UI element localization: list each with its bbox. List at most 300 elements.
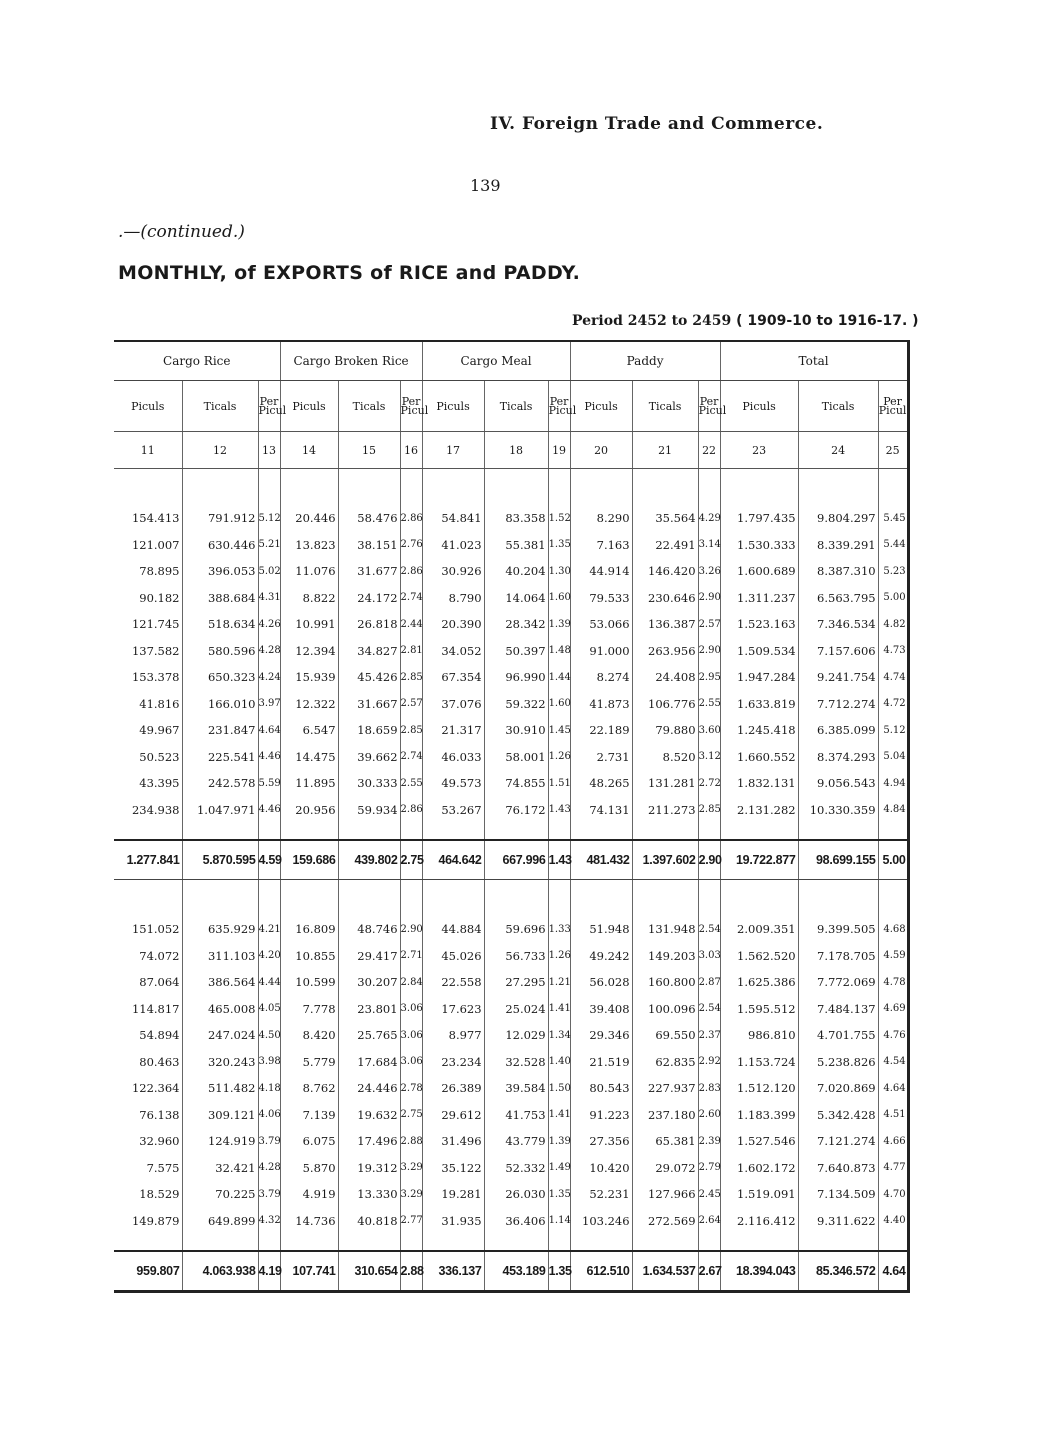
table-cell: 7.134.509 — [798, 1181, 878, 1208]
table-cell: 131.948 — [632, 916, 698, 943]
table-cell: 34.052 — [422, 638, 484, 665]
table-cell: 8.339.291 — [798, 532, 878, 559]
table-cell: 12.322 — [280, 691, 338, 718]
table-cell: 27.356 — [570, 1128, 632, 1155]
table-cell: 1.39 — [548, 611, 570, 638]
table-cell: 4.19 — [258, 1251, 280, 1292]
table-cell: 2.116.412 — [720, 1208, 798, 1235]
table-cell: 518.634 — [182, 611, 258, 638]
table-row — [114, 1075, 908, 1102]
table-cell: 121.745 — [131, 617, 180, 632]
table-cell: 9.804.297 — [798, 505, 878, 532]
table-cell: 1.519.091 — [720, 1181, 798, 1208]
table-cell: 55.381 — [484, 532, 548, 559]
table-cell: 41.816 — [139, 696, 180, 711]
table-cell: 4.64 — [878, 1075, 908, 1102]
table-cell: 14.736 — [280, 1208, 338, 1235]
table-cell: 80.463 — [139, 1054, 180, 1069]
table-cell: 106.776 — [632, 691, 698, 718]
table-cell: 21.519 — [570, 1049, 632, 1076]
table-row — [114, 532, 908, 559]
table-cell: 21.317 — [422, 717, 484, 744]
table-cell: 2.92 — [698, 1049, 720, 1076]
table-cell: 1.633.819 — [720, 691, 798, 718]
table-cell: 39.408 — [570, 996, 632, 1023]
continued-label: .—(continued.) — [118, 222, 245, 242]
column-number-row — [114, 432, 908, 469]
table-cell: 25.765 — [338, 1022, 400, 1049]
table-cell: 30.207 — [338, 969, 400, 996]
table-cell: 40.818 — [338, 1208, 400, 1235]
table-cell: 1.512.120 — [720, 1075, 798, 1102]
sub-header: Ticals — [798, 381, 878, 432]
table-cell: 59.696 — [484, 916, 548, 943]
table-cell: 85.346.572 — [798, 1251, 878, 1292]
table-row — [114, 1155, 908, 1182]
table-cell: 4.64 — [878, 1251, 908, 1292]
table-cell: 24.446 — [338, 1075, 400, 1102]
table-cell: 1.595.512 — [720, 996, 798, 1023]
table-cell: 1.530.333 — [720, 532, 798, 559]
table-cell: 4.82 — [878, 611, 908, 638]
table-cell: 1.832.131 — [720, 770, 798, 797]
table-cell: 9.311.622 — [798, 1208, 878, 1235]
table-cell: 74.855 — [484, 770, 548, 797]
table-cell: 2.54 — [698, 916, 720, 943]
table-cell: 32.421 — [182, 1155, 258, 1182]
table-cell: 1.35 — [548, 532, 570, 559]
table-cell: 90.182 — [139, 590, 180, 605]
sub-header: Piculs — [422, 381, 484, 432]
exports-table — [114, 340, 910, 1293]
table-cell: 2.78 — [400, 1075, 422, 1102]
table-cell: 2.72 — [698, 770, 720, 797]
table-cell: 49.573 — [422, 770, 484, 797]
table-cell: 2.85 — [400, 717, 422, 744]
table-cell: 2.85 — [400, 664, 422, 691]
group-header-row — [114, 341, 908, 381]
table-cell: 29.072 — [632, 1155, 698, 1182]
table-cell: 464.642 — [422, 840, 484, 880]
table-cell: 2.64 — [698, 1208, 720, 1235]
table-cell: 237.180 — [632, 1102, 698, 1129]
table-cell: 15.939 — [280, 664, 338, 691]
table-cell: 31.667 — [338, 691, 400, 718]
table-cell: 4.46 — [258, 744, 280, 771]
table-cell: 7.163 — [570, 532, 632, 559]
table-cell: 511.482 — [182, 1075, 258, 1102]
table-cell: 91.000 — [570, 638, 632, 665]
table-cell: 225.541 — [182, 744, 258, 771]
table-cell: 153.378 — [131, 670, 180, 685]
column-number: 21 — [632, 432, 698, 469]
table-cell: 959.807 — [114, 1251, 182, 1292]
table-cell: 49.242 — [570, 943, 632, 970]
table-cell: 7.139 — [280, 1102, 338, 1129]
table-cell: 2.88 — [400, 1251, 422, 1292]
table-cell: 8.520 — [632, 744, 698, 771]
table-cell: 26.030 — [484, 1181, 548, 1208]
table-cell: 17.496 — [338, 1128, 400, 1155]
table-cell: 124.919 — [182, 1128, 258, 1155]
table-cell: 1.183.399 — [720, 1102, 798, 1129]
table-cell: 8.387.310 — [798, 558, 878, 585]
table-cell: 7.772.069 — [798, 969, 878, 996]
table-cell: 2.79 — [698, 1155, 720, 1182]
table-cell: 19.722.877 — [720, 840, 798, 880]
table-cell: 4.32 — [258, 1208, 280, 1235]
table-cell: 2.84 — [400, 969, 422, 996]
column-number: 20 — [570, 432, 632, 469]
table-cell: 630.446 — [182, 532, 258, 559]
table-cell: 160.800 — [632, 969, 698, 996]
total-row — [114, 1251, 908, 1292]
table-cell: 230.646 — [632, 585, 698, 612]
table-cell: 58.476 — [338, 505, 400, 532]
table-cell: 8.290 — [570, 505, 632, 532]
table-cell: 2.45 — [698, 1181, 720, 1208]
table-cell: 1.947.284 — [720, 664, 798, 691]
table-cell: 2.74 — [400, 585, 422, 612]
table-cell: 35.564 — [632, 505, 698, 532]
period-years: ( 1909-10 to 1916-17. ) — [736, 313, 919, 329]
table-cell: 8.822 — [280, 585, 338, 612]
table-cell: 2.95 — [698, 664, 720, 691]
table-cell: 1.49 — [548, 1155, 570, 1182]
table-cell: 22.558 — [422, 969, 484, 996]
table-cell: 2.75 — [400, 840, 422, 880]
table-cell: 23.801 — [338, 996, 400, 1023]
table-cell: 2.88 — [400, 1128, 422, 1155]
table-cell: 4.31 — [258, 585, 280, 612]
sub-header: Per Picul — [878, 381, 908, 432]
group-header: Paddy — [570, 341, 720, 381]
table-cell: 32.528 — [484, 1049, 548, 1076]
table-cell: 146.420 — [632, 558, 698, 585]
total-row — [114, 840, 908, 880]
table-cell: 50.397 — [484, 638, 548, 665]
table-cell: 3.12 — [698, 744, 720, 771]
table-cell: 4.74 — [878, 664, 908, 691]
period-label — [572, 313, 919, 329]
table-cell: 136.387 — [632, 611, 698, 638]
table-cell: 5.02 — [258, 558, 280, 585]
table-cell: 1.397.602 — [632, 840, 698, 880]
table-cell: 7.178.705 — [798, 943, 878, 970]
table-cell: 234.938 — [131, 802, 180, 817]
table-cell: 2.131.282 — [720, 797, 798, 824]
table-body — [114, 469, 908, 1292]
table-cell: 52.231 — [570, 1181, 632, 1208]
table-cell: 4.28 — [258, 1155, 280, 1182]
table-cell: 2.76 — [400, 532, 422, 559]
table-cell: 4.59 — [258, 840, 280, 880]
table-cell: 1.41 — [548, 1102, 570, 1129]
table-cell: 1.60 — [548, 691, 570, 718]
table-cell: 1.797.435 — [720, 505, 798, 532]
sub-header: Piculs — [570, 381, 632, 432]
table-cell: 13.823 — [280, 532, 338, 559]
table-cell: 26.389 — [422, 1075, 484, 1102]
table-cell: 29.417 — [338, 943, 400, 970]
table-cell: 1.51 — [548, 770, 570, 797]
table-cell: 1.44 — [548, 664, 570, 691]
table-cell: 3.14 — [698, 532, 720, 559]
table-cell: 3.06 — [400, 996, 422, 1023]
table-cell: 26.818 — [338, 611, 400, 638]
table-cell: 6.075 — [280, 1128, 338, 1155]
group-header: Cargo Rice — [114, 341, 280, 381]
table-cell: 1.45 — [548, 717, 570, 744]
table-cell: 7.712.274 — [798, 691, 878, 718]
sub-header: Per Picul — [548, 381, 570, 432]
table-cell: 11.895 — [280, 770, 338, 797]
table-cell: 1.40 — [548, 1049, 570, 1076]
column-number: 23 — [720, 432, 798, 469]
table-cell: 4.59 — [878, 943, 908, 970]
table-cell: 12.394 — [280, 638, 338, 665]
table-cell: 396.053 — [182, 558, 258, 585]
table-cell: 4.68 — [878, 916, 908, 943]
table-cell: 107.741 — [280, 1251, 338, 1292]
table-cell: 6.547 — [280, 717, 338, 744]
table-cell: 2.90 — [698, 840, 720, 880]
column-number: 25 — [878, 432, 908, 469]
table-cell: 4.94 — [878, 770, 908, 797]
table-cell: 5.238.826 — [798, 1049, 878, 1076]
table-row — [114, 664, 908, 691]
table-cell: 2.55 — [698, 691, 720, 718]
table-row — [114, 1102, 908, 1129]
table-cell: 242.578 — [182, 770, 258, 797]
table-cell: 4.18 — [258, 1075, 280, 1102]
table-cell: 13.330 — [338, 1181, 400, 1208]
table-cell: 7.484.137 — [798, 996, 878, 1023]
table-cell: 649.899 — [182, 1208, 258, 1235]
table-cell: 1.245.418 — [720, 717, 798, 744]
table-cell: 2.71 — [400, 943, 422, 970]
table-cell: 309.121 — [182, 1102, 258, 1129]
table-cell: 247.024 — [182, 1022, 258, 1049]
table-cell: 5.342.428 — [798, 1102, 878, 1129]
table-cell: 4.78 — [878, 969, 908, 996]
table-cell: 39.584 — [484, 1075, 548, 1102]
table-cell: 58.001 — [484, 744, 548, 771]
table-cell: 32.960 — [139, 1134, 180, 1149]
table-cell: 1.14 — [548, 1208, 570, 1235]
table-cell: 5.00 — [878, 840, 908, 880]
table-cell: 31.677 — [338, 558, 400, 585]
table-cell: 20.956 — [280, 797, 338, 824]
table-cell: 27.295 — [484, 969, 548, 996]
table-cell: 114.817 — [131, 1001, 180, 1016]
table-cell: 4.50 — [258, 1022, 280, 1049]
table-cell: 8.374.293 — [798, 744, 878, 771]
table-cell: 1.52 — [548, 505, 570, 532]
table-cell: 227.937 — [632, 1075, 698, 1102]
column-number: 12 — [182, 432, 258, 469]
table-cell: 41.873 — [570, 691, 632, 718]
table-cell: 453.189 — [484, 1251, 548, 1292]
table-cell: 98.699.155 — [798, 840, 878, 880]
table-row — [114, 558, 908, 585]
table-cell: 986.810 — [720, 1022, 798, 1049]
table-cell: 4.06 — [258, 1102, 280, 1129]
table-cell: 1.50 — [548, 1075, 570, 1102]
table-cell: 74.072 — [139, 948, 180, 963]
column-number: 18 — [484, 432, 548, 469]
table-cell: 2.57 — [698, 611, 720, 638]
table-row — [114, 691, 908, 718]
table-cell: 53.267 — [422, 797, 484, 824]
table-cell: 2.57 — [400, 691, 422, 718]
table-cell: 3.03 — [698, 943, 720, 970]
table-cell: 2.86 — [400, 505, 422, 532]
table-cell: 96.990 — [484, 664, 548, 691]
column-number: 19 — [548, 432, 570, 469]
table-cell: 7.640.873 — [798, 1155, 878, 1182]
page-number: 139 — [470, 176, 501, 195]
table-cell: 36.406 — [484, 1208, 548, 1235]
table-cell: 1.21 — [548, 969, 570, 996]
table-cell: 4.84 — [878, 797, 908, 824]
table-cell: 1.26 — [548, 943, 570, 970]
table-cell: 24.172 — [338, 585, 400, 612]
table-cell: 1.509.534 — [720, 638, 798, 665]
column-number: 13 — [258, 432, 280, 469]
table-cell: 127.966 — [632, 1181, 698, 1208]
table-cell: 667.996 — [484, 840, 548, 880]
table-cell: 4.73 — [878, 638, 908, 665]
table-cell: 17.684 — [338, 1049, 400, 1076]
table-cell: 1.34 — [548, 1022, 570, 1049]
table-row — [114, 1049, 908, 1076]
table-row — [114, 611, 908, 638]
table-cell: 87.064 — [139, 975, 180, 990]
table-row — [114, 969, 908, 996]
table-cell: 34.827 — [338, 638, 400, 665]
table-cell: 10.330.359 — [798, 797, 878, 824]
table-cell: 149.879 — [131, 1213, 180, 1228]
table-cell: 6.563.795 — [798, 585, 878, 612]
table-cell: 2.83 — [698, 1075, 720, 1102]
table-cell: 5.45 — [878, 505, 908, 532]
table-cell: 29.612 — [422, 1102, 484, 1129]
table-cell: 3.06 — [400, 1022, 422, 1049]
table-cell: 580.596 — [182, 638, 258, 665]
table-cell: 1.600.689 — [720, 558, 798, 585]
table-row — [114, 638, 908, 665]
table-cell: 2.75 — [400, 1102, 422, 1129]
table-cell: 4.54 — [878, 1049, 908, 1076]
table-row — [114, 1022, 908, 1049]
table-cell: 465.008 — [182, 996, 258, 1023]
table-cell: 2.60 — [698, 1102, 720, 1129]
table-cell: 5.12 — [258, 505, 280, 532]
table-cell: 2.009.351 — [720, 916, 798, 943]
table-cell: 46.033 — [422, 744, 484, 771]
table-title: MONTHLY, of EXPORTS of RICE and PADDY. — [118, 262, 581, 284]
table-cell: 38.151 — [338, 532, 400, 559]
table-cell: 4.64 — [258, 717, 280, 744]
table-cell: 14.064 — [484, 585, 548, 612]
table-cell: 18.394.043 — [720, 1251, 798, 1292]
table-cell: 3.98 — [258, 1049, 280, 1076]
table-cell: 386.564 — [182, 969, 258, 996]
table-cell: 56.028 — [570, 969, 632, 996]
table-cell: 8.790 — [422, 585, 484, 612]
table-cell: 4.28 — [258, 638, 280, 665]
table-cell: 24.408 — [632, 664, 698, 691]
table-cell: 103.246 — [570, 1208, 632, 1235]
table-cell: 2.90 — [698, 638, 720, 665]
column-number: 22 — [698, 432, 720, 469]
table-cell: 59.934 — [338, 797, 400, 824]
table-cell: 74.131 — [570, 797, 632, 824]
table-cell: 2.54 — [698, 996, 720, 1023]
table-cell: 4.46 — [258, 797, 280, 824]
table-cell: 79.533 — [570, 585, 632, 612]
table-cell: 41.753 — [484, 1102, 548, 1129]
table-cell: 2.77 — [400, 1208, 422, 1235]
table-cell: 3.06 — [400, 1049, 422, 1076]
table-cell: 35.122 — [422, 1155, 484, 1182]
table-cell: 52.332 — [484, 1155, 548, 1182]
sub-header: Piculs — [280, 381, 338, 432]
table-cell: 1.527.546 — [720, 1128, 798, 1155]
table-cell: 44.914 — [570, 558, 632, 585]
table-row — [114, 1181, 908, 1208]
table-cell: 4.20 — [258, 943, 280, 970]
table-cell: 5.23 — [878, 558, 908, 585]
sub-header: Ticals — [182, 381, 258, 432]
table-cell: 4.70 — [878, 1181, 908, 1208]
table-cell: 311.103 — [182, 943, 258, 970]
sub-header: Ticals — [484, 381, 548, 432]
table-cell: 791.912 — [182, 505, 258, 532]
table-cell: 2.44 — [400, 611, 422, 638]
table-cell: 1.30 — [548, 558, 570, 585]
table-cell: 19.312 — [338, 1155, 400, 1182]
table-cell: 5.779 — [280, 1049, 338, 1076]
table-cell: 10.599 — [280, 969, 338, 996]
table-cell: 1.41 — [548, 996, 570, 1023]
table-row — [114, 996, 908, 1023]
table-cell: 19.632 — [338, 1102, 400, 1129]
table-cell: 1.047.971 — [182, 797, 258, 824]
table-cell: 4.29 — [698, 505, 720, 532]
table-cell: 4.063.938 — [182, 1251, 258, 1292]
table-cell: 4.69 — [878, 996, 908, 1023]
table-row — [114, 744, 908, 771]
table-cell: 4.76 — [878, 1022, 908, 1049]
table-cell: 54.894 — [139, 1028, 180, 1043]
table-cell: 1.39 — [548, 1128, 570, 1155]
table-cell: 18.529 — [139, 1187, 180, 1202]
table-row — [114, 943, 908, 970]
table-cell: 9.241.754 — [798, 664, 878, 691]
table-cell: 70.225 — [182, 1181, 258, 1208]
table-cell: 8.420 — [280, 1022, 338, 1049]
table-cell: 1.660.552 — [720, 744, 798, 771]
table-cell: 5.59 — [258, 770, 280, 797]
table-cell: 4.05 — [258, 996, 280, 1023]
table-cell: 1.311.237 — [720, 585, 798, 612]
table-cell: 8.977 — [422, 1022, 484, 1049]
table-cell: 3.79 — [258, 1128, 280, 1155]
table-cell: 23.234 — [422, 1049, 484, 1076]
table-cell: 121.007 — [131, 537, 180, 552]
